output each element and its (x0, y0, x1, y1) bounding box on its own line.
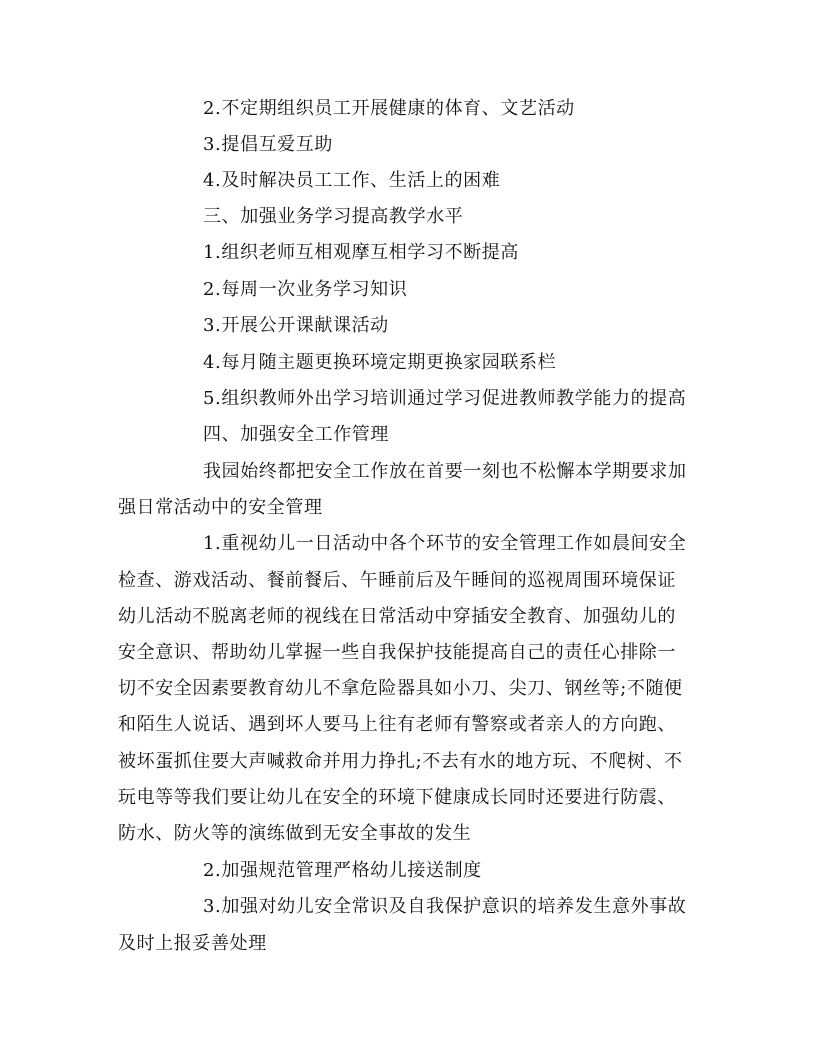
list-item-welfare-2: 2.不定期组织员工开展健康的体育、文艺活动 (203, 98, 575, 119)
section-heading-3: 三、加强业务学习提高教学水平 (203, 206, 464, 227)
list-item-welfare-4: 4.及时解决员工工作、生活上的困难 (203, 170, 501, 191)
paragraph-safety-line-2: 强日常活动中的安全管理 (118, 497, 323, 518)
section-heading-4: 四、加强安全工作管理 (203, 424, 389, 445)
list-item-study-4: 4.每月随主题更换环境定期更换家园联系栏 (203, 352, 557, 373)
list-item-safety-1-line-1: 1.重视幼儿一日活动中各个环节的安全管理工作如晨间安全 (203, 533, 687, 554)
list-item-safety-1-line-4: 安全意识、帮助幼儿掌握一些自我保护技能提高自己的责任心排除一 (118, 642, 676, 663)
paragraph-safety-line-1: 我园始终都把安全工作放在首要一刻也不松懈本学期要求加 (203, 461, 687, 482)
list-item-safety-1-line-2: 检查、游戏活动、餐前餐后、午睡前后及午睡间的巡视周围环境保证 (118, 570, 676, 591)
list-item-safety-1-line-3: 幼儿活动不脱离老师的视线在日常活动中穿插安全教育、加强幼儿的 (118, 606, 676, 627)
list-item-safety-3-line-2: 及时上报妥善处理 (118, 933, 267, 954)
list-item-safety-1-line-9: 防水、防火等的演练做到无安全事故的发生 (118, 823, 472, 844)
list-item-study-1: 1.组织老师互相观摩互相学习不断提高 (203, 242, 519, 263)
list-item-safety-1-line-8: 玩电等等我们要让幼儿在安全的环境下健康成长同时还要进行防震、 (118, 787, 676, 808)
list-item-safety-1-line-6: 和陌生人说话、遇到坏人要马上往有老师有警察或者亲人的方向跑、 (118, 714, 676, 735)
list-item-safety-1-line-7: 被坏蛋抓住要大声喊救命并用力挣扎;不去有水的地方玩、不爬树、不 (118, 751, 683, 772)
list-item-study-3: 3.开展公开课献课活动 (203, 315, 389, 336)
list-item-safety-2: 2.加强规范管理严格幼儿接送制度 (203, 860, 482, 881)
list-item-safety-1-line-5: 切不安全因素要教育幼儿不拿危险器具如小刀、尖刀、钢丝等;不随便 (118, 678, 683, 699)
list-item-study-2: 2.每周一次业务学习知识 (203, 279, 408, 300)
list-item-welfare-3: 3.提倡互爱互助 (203, 134, 333, 155)
list-item-study-5: 5.组织教师外出学习培训通过学习促进教师教学能力的提高 (203, 388, 687, 409)
list-item-safety-3-line-1: 3.加强对幼儿安全常识及自我保护意识的培养发生意外事故 (203, 896, 687, 917)
